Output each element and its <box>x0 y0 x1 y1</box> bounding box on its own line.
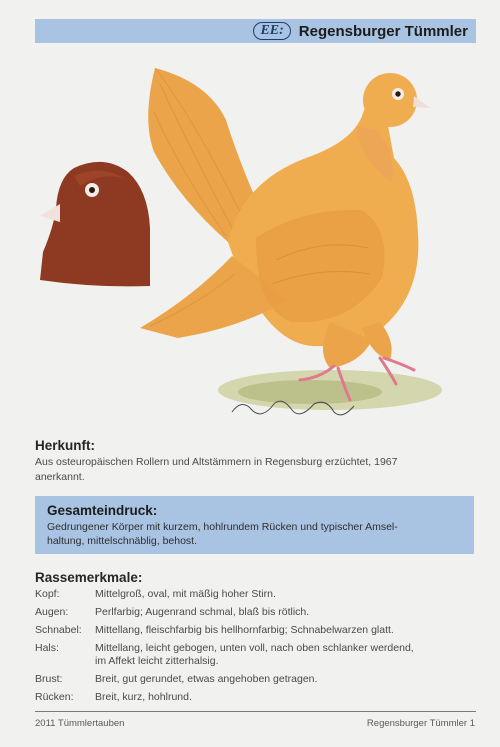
trait-value-line2: im Affekt leicht zitterhalsig. <box>95 655 219 667</box>
trait-label: Augen: <box>35 606 69 618</box>
trait-label: Rücken: <box>35 691 74 703</box>
impression-text-line1: Gedrungener Körper mit kurzem, hohlrundem Rücken und typischer Amsel- <box>47 521 398 533</box>
impression-text <box>47 520 462 548</box>
trait-label: Hals: <box>35 642 59 654</box>
trait-value-line1: Mittellang, leicht gebogen, unten voll, nach oben schlanker werdend, <box>95 642 414 654</box>
ee-logo: EE: <box>253 22 290 40</box>
origin-text-line1: Aus osteuropäischen Rollern und Altstämmern in Regensburg erzüchtet, 1967 <box>35 456 398 468</box>
trait-row-beak <box>35 624 480 637</box>
impression-text-line2: haltung, mittelschnäblig, behost. <box>47 535 198 547</box>
pigeon-head-illustration <box>40 162 150 287</box>
trait-value: Breit, gut gerundet, etwas angehoben getragen. <box>95 673 318 685</box>
trait-row-back <box>35 691 480 704</box>
ground-shadow <box>218 370 442 410</box>
trait-label: Kopf: <box>35 588 60 600</box>
pigeon-illustration <box>30 60 470 430</box>
main-pigeon <box>140 68 430 400</box>
footer-divider <box>35 711 476 712</box>
trait-row-head <box>35 588 480 601</box>
title-bar <box>35 19 476 43</box>
origin-text-line2: anerkannt. <box>35 471 85 483</box>
trait-value: Mittellang, fleischfarbig bis hellhornfarbig; Schnabelwarzen glatt. <box>95 624 394 636</box>
traits-heading: Rassemerkmale: <box>35 570 143 585</box>
footer-right: Regensburger Tümmler 1 <box>366 718 475 729</box>
trait-row-breast <box>35 673 480 686</box>
trait-value: Breit, kurz, hohlrund. <box>95 691 192 703</box>
traits-list <box>35 588 480 709</box>
trait-label: Schnabel: <box>35 624 82 636</box>
trait-row-neck <box>35 642 480 668</box>
origin-heading: Herkunft: <box>35 438 95 453</box>
trait-row-eyes <box>35 606 480 619</box>
origin-text <box>35 455 480 485</box>
page-title: Regensburger Tümmler <box>298 22 468 40</box>
footer-left: 2011 Tümmlertauben <box>35 718 125 729</box>
trait-value <box>95 642 480 668</box>
impression-box <box>35 496 474 554</box>
impression-heading: Gesamteindruck: <box>47 503 158 518</box>
trait-value: Perlfarbig; Augenrand schmal, blaß bis rötlich. <box>95 606 310 618</box>
trait-label: Brust: <box>35 673 63 685</box>
trait-value: Mittelgroß, oval, mit mäßig hoher Stirn. <box>95 588 276 600</box>
